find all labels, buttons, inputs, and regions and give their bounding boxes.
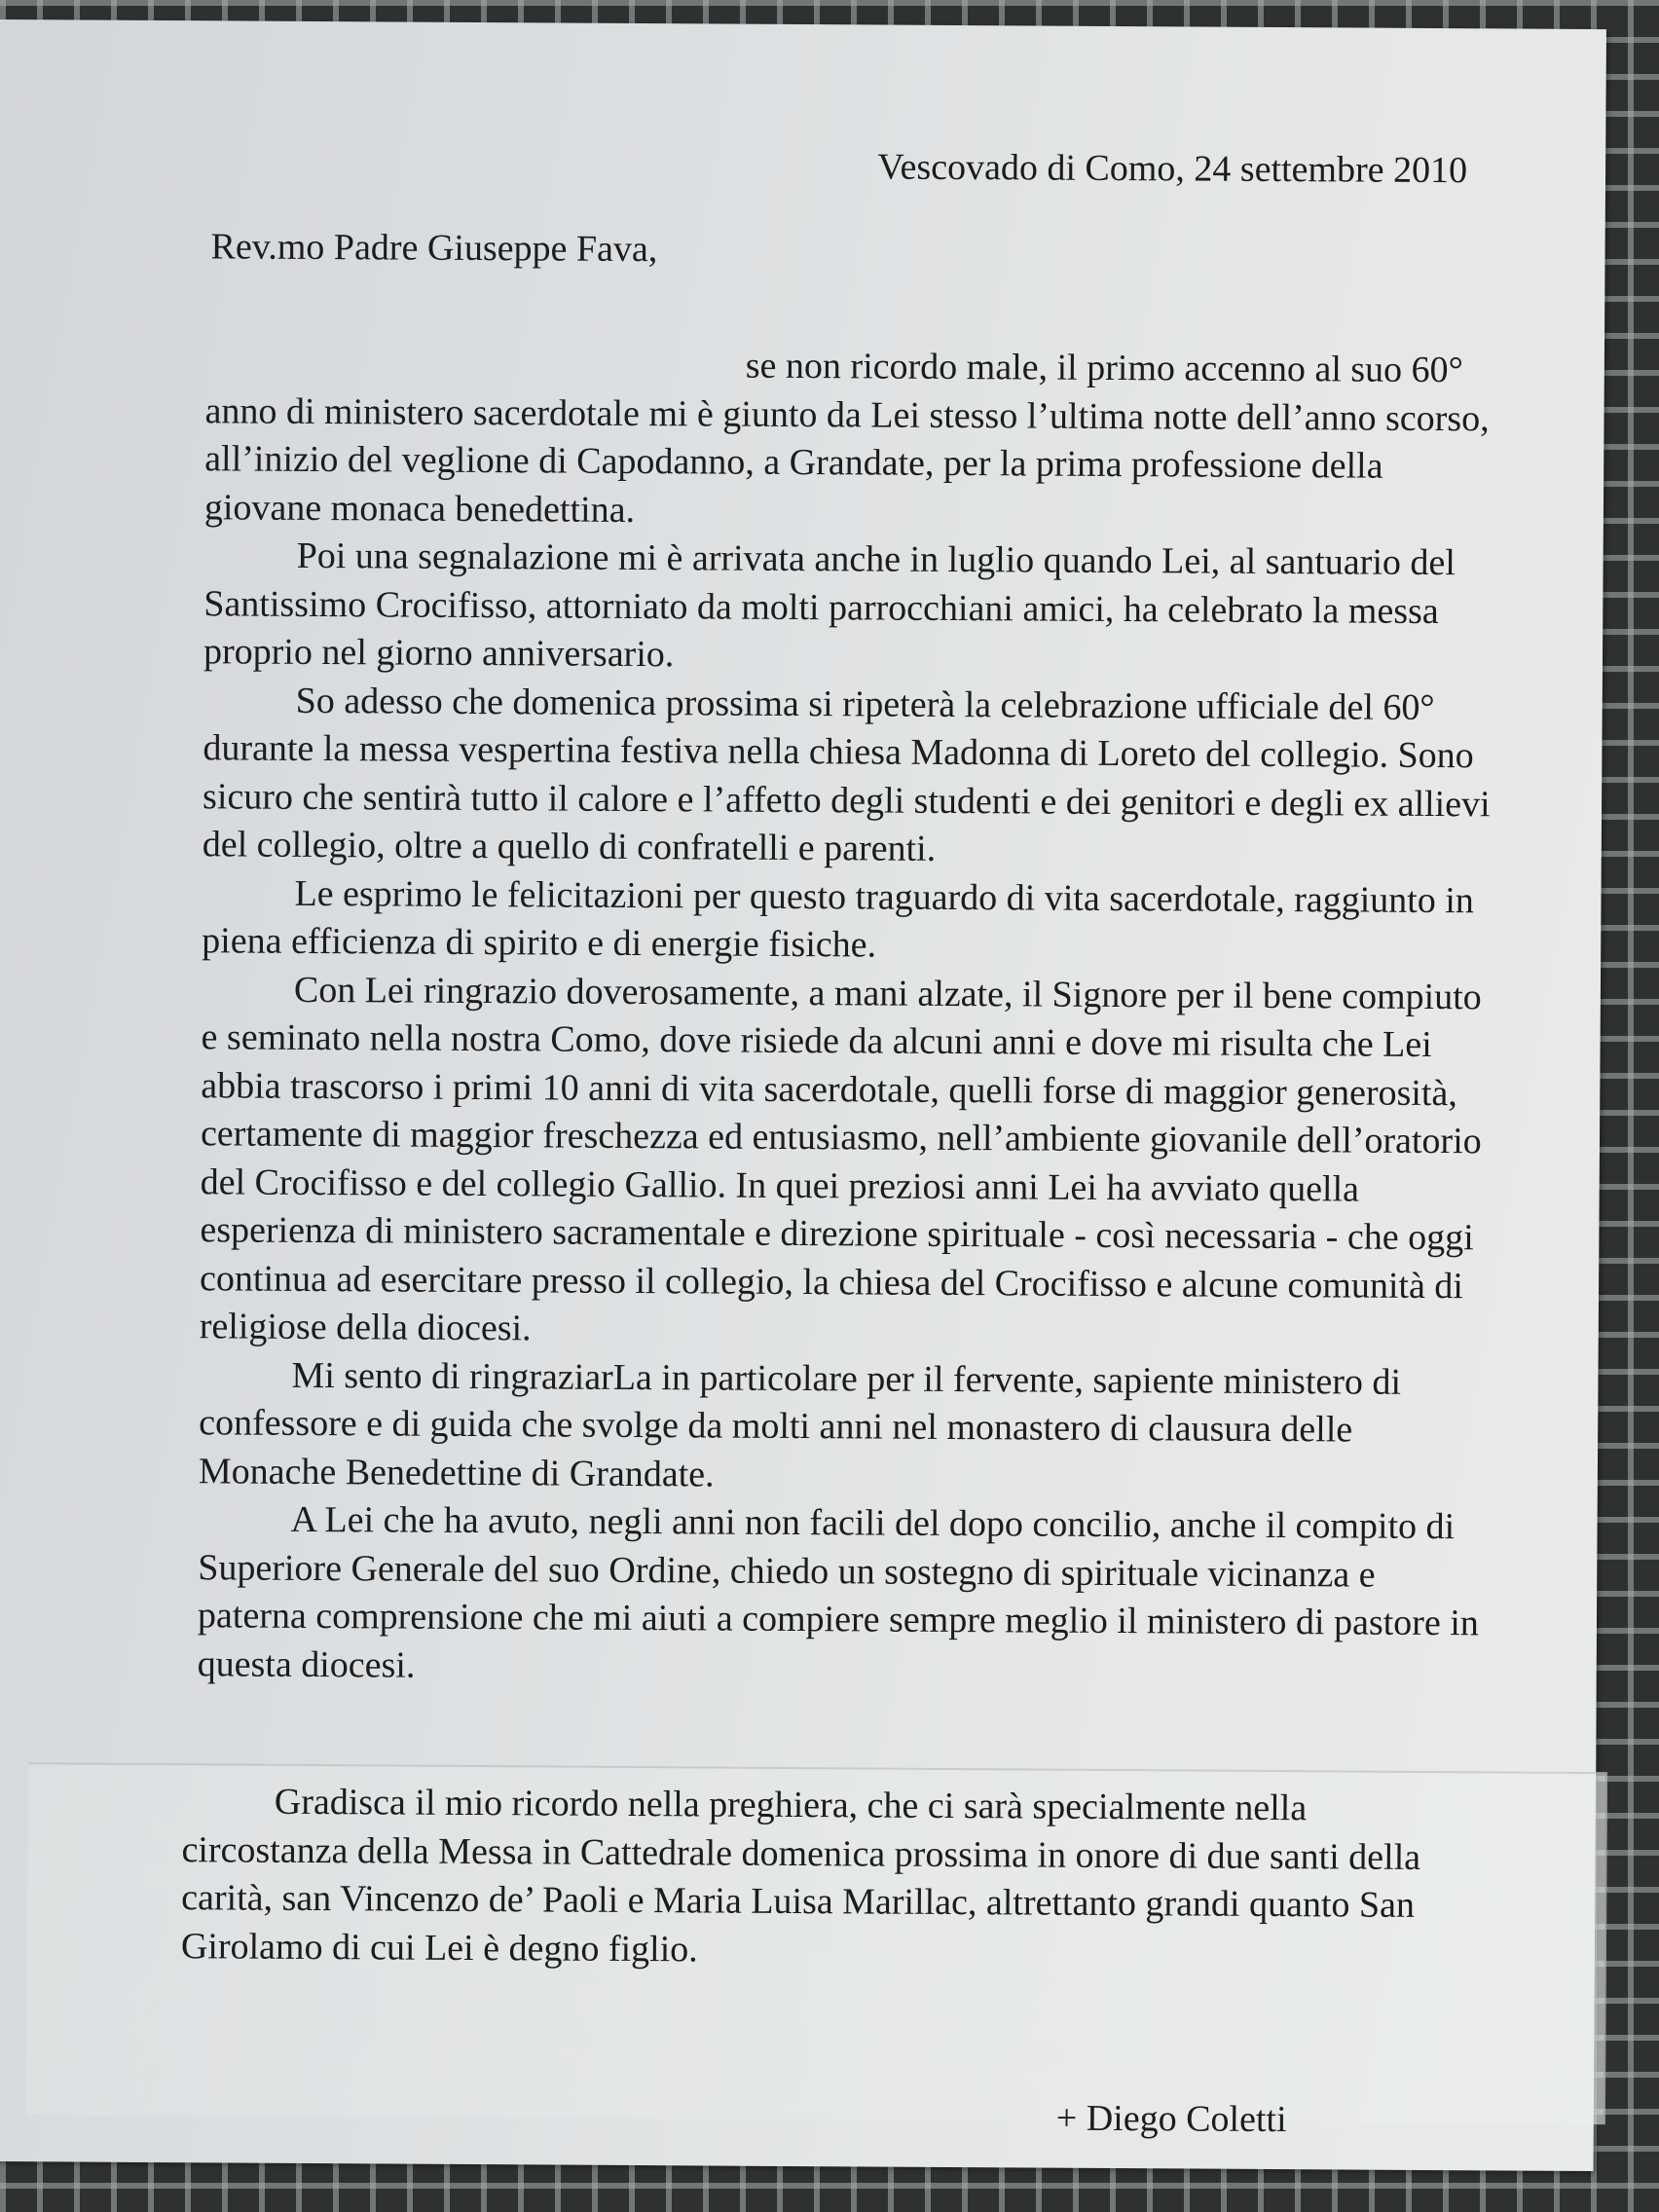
paragraph-2: Poi una segnalazione mi è arrivata anche in luglio quando Lei, al santuario del Santissimo Crocifisso, attorniato da molti parrocchiani amici, ha celebrato la messa proprio nel giorno anniversario. <box>203 535 1456 676</box>
letter-sheet <box>0 19 1606 2171</box>
closing-paragraph: Gradisca il mio ricordo nella preghiera, che ci sarà specialmente nella circostanza della Messa in Cattedrale domenica prossima in onore di due santi della carità, san Vincenzo de’ Paoli e Maria Luisa Marillac, altrettanto grandi quanto San Girolamo di cui Lei è degno figlio. <box>180 1781 1421 1970</box>
paragraph-5: Con Lei ringrazio doverosamente, a mani alzate, il Signore per il bene compiuto e seminato nella nostra Como, dove risiede da alcuni anni e dove mi risulta che Lei abbia trascorso i primi 10 anni di vita sacerdotale, quelli forse di maggior generosità, certamente di maggior freschezza ed entusiasmo, nell’ambiente giovanile dell’oratorio del Crocifisso e del collegio Gallio. In quei preziosi anni Lei ha avviato quella esperienza di ministero sacramentale e direzione spirituale - così necessaria - che oggi continua ad esercitare presso il collegio, la chiesa del Crocifisso e alcune comunità di religiose della diocesi. <box>199 969 1482 1349</box>
signature: + Diego Coletti <box>1055 2097 1287 2141</box>
paragraph-4: Le esprimo le felicitazioni per questo traguardo di vita sacerdotale, raggiunto in piena efficienza di spirito e di energie fisiche. <box>202 872 1474 966</box>
letter-body <box>198 339 1495 1696</box>
paragraph-1: se non ricordo male, il primo accenno al suo 60° anno di ministero sacerdotale mi è giunto da Lei stesso l’ultima notte dell’anno scorso, all’inizio del veglione di Capodanno, a Grandate, per la prima professione della giovane monaca benedettina. <box>203 345 1490 531</box>
salutation: Rev.mo Padre Giuseppe Fava, <box>210 226 658 271</box>
paragraph-6: Mi sento di ringraziarLa in particolare per il fervente, sapiente ministero di confessore e di guida che svolge da molti anni nel monastero di clausura delle Monache Benedettine di Grandate. <box>198 1354 1402 1495</box>
letter-content <box>180 128 1496 2141</box>
paragraph-7: A Lei che ha avuto, negli anni non facili del dopo concilio, anche il compito di Superiore Generale del suo Ordine, chiedo un sostegno di spirituale vicinanza e paterna comprensione che mi aiuti a compiere sempre meglio il ministero di pastore in questa diocesi. <box>197 1498 1479 1686</box>
paragraph-3: So adesso che domenica prossima si ripeterà la celebrazione ufficiale del 60° durante la messa vespertina festiva nella chiesa Madonna di Loreto del collegio. Sono sicuro che sentirà tutto il calore e l’affetto degli studenti e dei genitori e degli ex allievi del collegio, oltre a quello di confratelli e parenti. <box>202 680 1491 869</box>
place-and-date: Vescovado di Como, 24 settembre 2010 <box>877 146 1468 192</box>
